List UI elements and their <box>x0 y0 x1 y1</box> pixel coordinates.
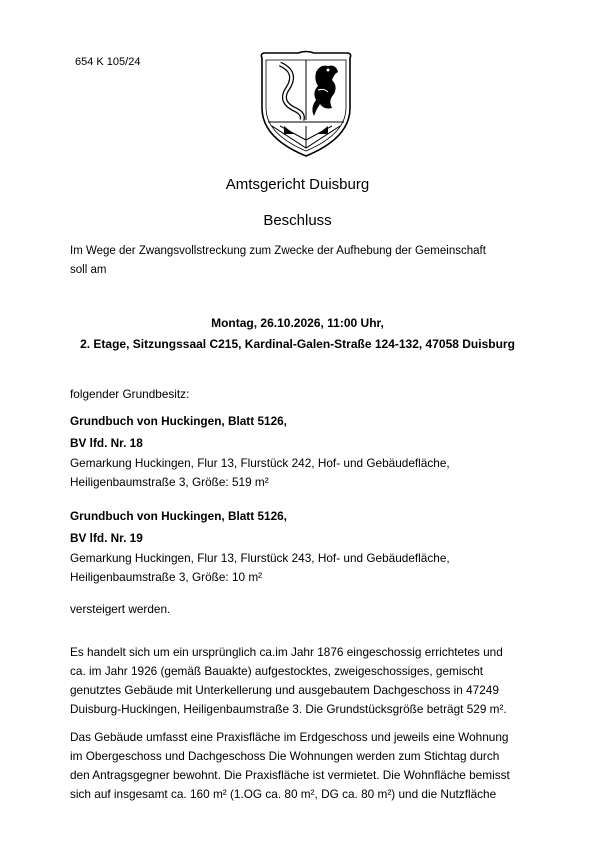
parcel-block <box>70 410 530 492</box>
appointment-location: 2. Etage, Sitzungssaal C215, Kardinal-Galen-Straße 124-132, 47058 Duisburg <box>80 337 515 351</box>
parcel-address: Heiligenbaumstraße 3, Größe: 519 m² <box>70 475 269 489</box>
court-name: Amtsgericht Duisburg <box>225 176 370 193</box>
parcel-description: Gemarkung Huckingen, Flur 13, Flurstück 243, Hof- und Gebäudefläche, <box>70 551 450 565</box>
intro-line: soll am <box>70 264 107 276</box>
paragraph-line: ca. im Jahr 1926 (gemäß Bauakte) aufgestocktes, zweigeschossiges, gemischt <box>70 664 484 678</box>
case-reference: 654 K 105/24 <box>75 56 141 68</box>
parcel-number: BV lfd. Nr. 18 <box>70 436 143 450</box>
appointment-date: Montag, 26.10.2026, 11:00 Uhr, <box>211 316 384 330</box>
parcel-register: Grundbuch von Huckingen, Blatt 5126, <box>70 509 287 523</box>
paragraph-line: Duisburg-Huckingen, Heiligenbaumstraße 3. Die Grundstücksgröße beträgt 529 m². <box>70 702 507 716</box>
parcel-number: BV lfd. Nr. 19 <box>70 531 143 545</box>
paragraph-line: genutztes Gebäude mit Unterkellerung und ausgebautem Dachgeschoss in 47249 <box>70 683 499 697</box>
paragraph-line: Das Gebäude umfasst eine Praxisfläche im Erdgeschoss und jeweils eine Wohnung <box>70 730 509 744</box>
parcel-register: Grundbuch von Huckingen, Blatt 5126, <box>70 414 287 428</box>
document-title: Beschluss <box>263 212 332 229</box>
coat-of-arms-icon <box>258 50 354 158</box>
auction-phrase: versteigert werden. <box>70 602 171 616</box>
paragraph-line: den Antragsgegner bewohnt. Die Praxisfläche ist vermietet. Die Wohnfläche bemisst <box>70 768 510 782</box>
paragraph-line: im Obergeschoss und Dachgeschoss Die Wohnungen werden zum Stichtag durch <box>70 749 500 763</box>
description-paragraph-2 <box>70 728 530 804</box>
parcel-address: Heiligenbaumstraße 3, Größe: 10 m² <box>70 570 263 584</box>
intro-line: Im Wege der Zwangsvollstreckung zum Zwecke der Aufhebung der Gemeinschaft <box>70 245 486 257</box>
appointment-block <box>0 313 595 355</box>
parcel-block <box>70 505 530 587</box>
property-intro: folgender Grundbesitz: <box>70 387 190 401</box>
parcel-description: Gemarkung Huckingen, Flur 13, Flurstück 242, Hof- und Gebäudefläche, <box>70 456 450 470</box>
description-paragraph-1 <box>70 643 530 719</box>
intro-text <box>70 242 530 280</box>
paragraph-line: Es handelt sich um ein ursprünglich ca.im Jahr 1876 eingeschossig errichtetes und <box>70 645 503 659</box>
paragraph-line: sich auf insgesamt ca. 160 m² (1.OG ca. 80 m², DG ca. 80 m²) und die Nutzfläche <box>70 787 497 801</box>
